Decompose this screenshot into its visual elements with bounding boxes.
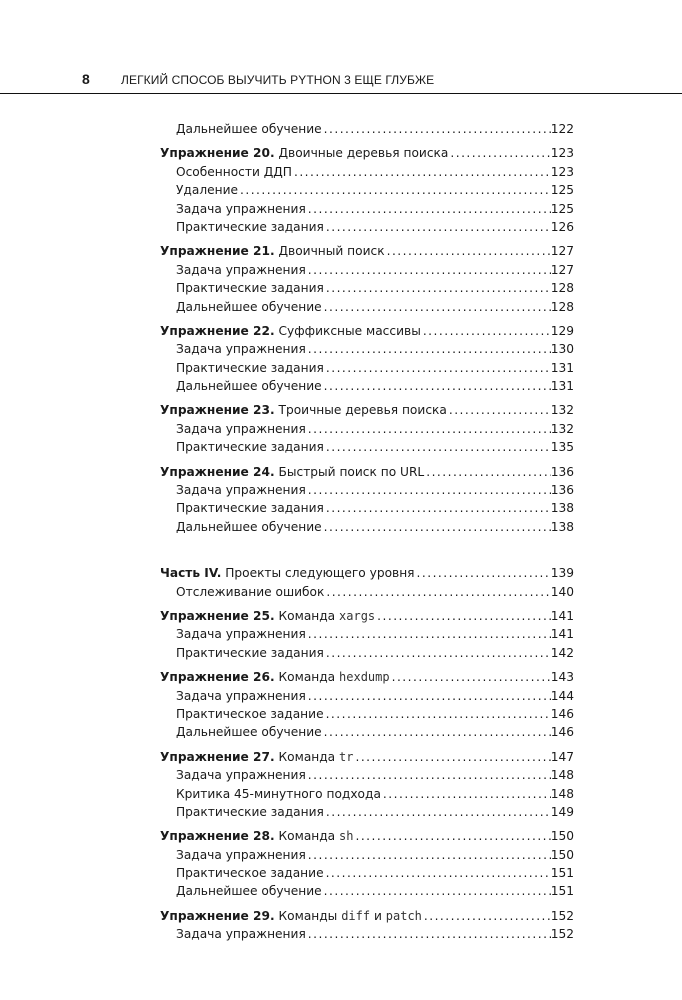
entry-title bbox=[176, 687, 306, 705]
entry-title-text: Критика 45-минутного подхода bbox=[176, 786, 381, 801]
dot-leader bbox=[322, 120, 551, 138]
header-rule bbox=[0, 93, 682, 94]
entry-page-number: 152 bbox=[550, 927, 574, 942]
entry-title bbox=[176, 359, 324, 377]
dot-leader bbox=[306, 420, 551, 438]
entry-title-text: Дальнейшее обучение bbox=[176, 725, 322, 740]
toc-entry bbox=[160, 564, 574, 582]
entry-page-number: 136 bbox=[550, 464, 574, 479]
entry-title-text: Дальнейшее обучение bbox=[176, 884, 322, 899]
entry-page-number: 152 bbox=[550, 908, 574, 923]
toc-entry bbox=[160, 907, 574, 925]
entry-title bbox=[176, 420, 306, 438]
entry-title-text: Задача упражнения bbox=[176, 262, 306, 277]
toc-group bbox=[160, 144, 574, 236]
dot-leader bbox=[306, 261, 551, 279]
entry-title-text: Команды bbox=[278, 908, 338, 923]
dot-leader bbox=[324, 218, 551, 236]
toc-subentry bbox=[160, 340, 574, 358]
dot-leader bbox=[447, 401, 551, 419]
entry-title-text: Практические задания bbox=[176, 360, 324, 375]
entry-title bbox=[176, 163, 292, 181]
entry-page-number: 151 bbox=[550, 884, 574, 899]
entry-title bbox=[176, 340, 306, 358]
dot-leader bbox=[322, 377, 551, 395]
dot-leader bbox=[324, 438, 551, 456]
entry-title-text: Практическое задание bbox=[176, 706, 324, 721]
entry-title-text: Команда bbox=[278, 608, 336, 623]
dot-leader bbox=[424, 463, 551, 481]
entry-title-text: Практические задания bbox=[176, 281, 324, 296]
entry-page-number: 139 bbox=[550, 566, 574, 581]
entry-page-number: 136 bbox=[550, 483, 574, 498]
toc-subentry bbox=[160, 499, 574, 517]
entry-title-text: Практическое задание bbox=[176, 866, 324, 881]
dot-leader bbox=[385, 242, 551, 260]
toc-group bbox=[160, 463, 574, 537]
entry-title-text: Практические задания bbox=[176, 804, 324, 819]
entry-title-text: Задача упражнения bbox=[176, 927, 306, 942]
entry-page-number: 151 bbox=[550, 866, 574, 881]
entry-page-number: 138 bbox=[550, 519, 574, 534]
toc-subentry bbox=[160, 481, 574, 499]
entry-label: Упражнение 23. bbox=[160, 403, 275, 418]
toc-subentry bbox=[160, 785, 574, 803]
toc-group bbox=[160, 907, 574, 944]
entry-page-number: 144 bbox=[550, 688, 574, 703]
entry-label: Упражнение 26. bbox=[160, 670, 275, 685]
entry-command: sh bbox=[339, 829, 354, 844]
entry-page-number: 135 bbox=[550, 440, 574, 455]
dot-leader bbox=[322, 723, 551, 741]
entry-title-text: Задача упражнения bbox=[176, 847, 306, 862]
toc-group bbox=[160, 120, 574, 138]
dot-leader bbox=[324, 644, 551, 662]
toc-group bbox=[160, 401, 574, 456]
toc-subentry bbox=[160, 163, 574, 181]
dot-leader bbox=[322, 882, 551, 900]
entry-title-text: Двоичный поиск bbox=[278, 244, 385, 259]
toc-subentry bbox=[160, 705, 574, 723]
entry-title bbox=[176, 499, 324, 517]
dot-leader bbox=[292, 163, 551, 181]
entry-page-number: 131 bbox=[550, 360, 574, 375]
dot-leader bbox=[390, 668, 551, 686]
entry-title-text: Дальнейшее обучение bbox=[176, 379, 322, 394]
entry-page-number: 148 bbox=[550, 768, 574, 783]
entry-page-number: 132 bbox=[550, 421, 574, 436]
toc-group bbox=[160, 322, 574, 396]
toc-group bbox=[160, 748, 574, 822]
entry-page-number: 122 bbox=[550, 122, 574, 136]
dot-leader bbox=[324, 583, 550, 601]
entry-page-number: 131 bbox=[550, 379, 574, 394]
entry-title bbox=[176, 925, 306, 943]
dot-leader bbox=[238, 181, 551, 199]
entry-title bbox=[176, 261, 306, 279]
entry-title-text: Быстрый поиск по URL bbox=[278, 464, 425, 479]
entry-page-number: 126 bbox=[550, 219, 574, 234]
entry-page-number: 123 bbox=[550, 146, 574, 161]
entry-page-number: 141 bbox=[550, 608, 574, 623]
entry-title bbox=[176, 785, 381, 803]
toc-subentry bbox=[160, 261, 574, 279]
toc-subentry bbox=[160, 218, 574, 236]
entry-label: Упражнение 25. bbox=[160, 608, 275, 623]
toc-entry bbox=[160, 322, 574, 340]
toc-subentry bbox=[160, 438, 574, 456]
entry-label: Часть IV. bbox=[160, 566, 222, 581]
entry-title-text: Команда bbox=[278, 670, 336, 685]
toc-subentry bbox=[160, 925, 574, 943]
toc-subentry bbox=[160, 377, 574, 395]
entry-title-text: Задача упражнения bbox=[176, 201, 306, 216]
entry-title bbox=[176, 723, 322, 741]
toc-group bbox=[160, 668, 574, 742]
toc-entry bbox=[160, 607, 574, 625]
dot-leader bbox=[324, 359, 551, 377]
entry-title bbox=[176, 181, 238, 199]
entry-title bbox=[176, 298, 322, 316]
entry-title-text: Дальнейшее обучение bbox=[176, 519, 322, 534]
toc-entry bbox=[160, 242, 574, 260]
entry-page-number: 142 bbox=[550, 645, 574, 660]
toc-subentry bbox=[160, 803, 574, 821]
dot-leader bbox=[324, 705, 551, 723]
dot-leader bbox=[306, 340, 551, 358]
entry-command: xargs bbox=[339, 608, 376, 623]
entry-page-number: 128 bbox=[550, 299, 574, 314]
toc-group bbox=[160, 242, 574, 316]
dot-leader bbox=[324, 279, 551, 297]
entry-page-number: 138 bbox=[550, 501, 574, 516]
dot-leader bbox=[448, 144, 550, 162]
entry-command: tr bbox=[339, 749, 354, 764]
entry-label: Упражнение 27. bbox=[160, 749, 275, 764]
entry-title bbox=[176, 846, 306, 864]
entry-title-text: Двоичные деревья поиска bbox=[278, 146, 449, 161]
dot-leader bbox=[306, 625, 551, 643]
entry-title bbox=[160, 401, 447, 419]
entry-title-text: Практические задания bbox=[176, 501, 324, 516]
toc-subentry bbox=[160, 864, 574, 882]
toc-subentry bbox=[160, 882, 574, 900]
entry-title bbox=[176, 644, 324, 662]
toc-subentry bbox=[160, 200, 574, 218]
entry-page-number: 140 bbox=[550, 584, 574, 599]
entry-page-number: 148 bbox=[550, 786, 574, 801]
entry-title-text: Задача упражнения bbox=[176, 688, 306, 703]
entry-title-text: Особенности ДДП bbox=[176, 164, 292, 179]
entry-command: diff bbox=[341, 908, 371, 923]
toc-subentry bbox=[160, 846, 574, 864]
dot-leader bbox=[306, 766, 551, 784]
entry-title bbox=[160, 907, 422, 925]
dot-leader bbox=[324, 803, 551, 821]
entry-title-text: Суффиксные массивы bbox=[278, 323, 421, 338]
entry-label: Упражнение 29. bbox=[160, 908, 275, 923]
entry-label: Упражнение 28. bbox=[160, 829, 275, 844]
entry-title bbox=[160, 144, 448, 162]
entry-title-text: Троичные деревья поиска bbox=[278, 403, 447, 418]
entry-title bbox=[176, 518, 322, 536]
dot-leader bbox=[415, 564, 551, 582]
toc-subentry bbox=[160, 359, 574, 377]
entry-title bbox=[176, 803, 324, 821]
entry-title bbox=[160, 827, 353, 845]
toc-subentry bbox=[160, 279, 574, 297]
table-of-contents bbox=[160, 120, 574, 950]
entry-title bbox=[176, 120, 322, 138]
entry-title bbox=[176, 864, 324, 882]
toc-entry bbox=[160, 401, 574, 419]
entry-title-text: Задача упражнения bbox=[176, 421, 306, 436]
entry-title-text: Удаление bbox=[176, 183, 238, 198]
dot-leader bbox=[353, 827, 550, 845]
entry-page-number: 146 bbox=[550, 706, 574, 721]
entry-label: Упражнение 20. bbox=[160, 146, 275, 161]
entry-title bbox=[176, 625, 306, 643]
entry-page-number: 150 bbox=[550, 847, 574, 862]
dot-leader bbox=[322, 298, 551, 316]
entry-page-number: 127 bbox=[550, 262, 574, 277]
entry-label: Упражнение 21. bbox=[160, 244, 275, 259]
entry-title bbox=[160, 607, 375, 625]
dot-leader bbox=[381, 785, 551, 803]
toc-subentry bbox=[160, 181, 574, 199]
running-head-title: ЛЕГКИЙ СПОСОБ ВЫУЧИТЬ PYTHON 3 ЕЩЕ ГЛУБЖЕ bbox=[121, 73, 435, 87]
entry-title-text: Задача упражнения bbox=[176, 627, 306, 642]
running-head bbox=[0, 0, 682, 100]
entry-title bbox=[176, 218, 324, 236]
toc-entry bbox=[160, 463, 574, 481]
entry-title bbox=[160, 242, 385, 260]
dot-leader bbox=[324, 499, 551, 517]
entry-title bbox=[176, 583, 324, 601]
entry-title bbox=[176, 200, 306, 218]
entry-title-text: Задача упражнения bbox=[176, 342, 306, 357]
toc-subentry bbox=[160, 518, 574, 536]
entry-title bbox=[176, 766, 306, 784]
dot-leader bbox=[306, 200, 551, 218]
entry-page-number: 147 bbox=[550, 749, 574, 764]
entry-title bbox=[176, 481, 306, 499]
entry-label: Упражнение 22. bbox=[160, 323, 275, 338]
entry-page-number: 150 bbox=[550, 829, 574, 844]
entry-page-number: 125 bbox=[550, 201, 574, 216]
dot-leader bbox=[421, 322, 551, 340]
entry-page-number: 132 bbox=[550, 403, 574, 418]
entry-title bbox=[160, 322, 421, 340]
toc-subentry bbox=[160, 625, 574, 643]
toc-group bbox=[160, 564, 574, 601]
dot-leader bbox=[306, 846, 551, 864]
toc-subentry bbox=[160, 120, 574, 138]
dot-leader bbox=[375, 607, 551, 625]
entry-page-number: 141 bbox=[550, 627, 574, 642]
toc-subentry bbox=[160, 723, 574, 741]
entry-page-number: 129 bbox=[550, 323, 574, 338]
toc-entry bbox=[160, 144, 574, 162]
entry-command: hexdump bbox=[339, 670, 390, 685]
toc-group bbox=[160, 827, 574, 901]
entry-command: patch bbox=[385, 908, 422, 923]
entry-title bbox=[176, 882, 322, 900]
entry-title bbox=[160, 463, 424, 481]
entry-title-text: Задача упражнения bbox=[176, 483, 306, 498]
entry-page-number: 130 bbox=[550, 342, 574, 357]
entry-title-text: Команда bbox=[278, 829, 336, 844]
toc-entry bbox=[160, 827, 574, 845]
dot-leader bbox=[422, 907, 551, 925]
dot-leader bbox=[306, 687, 551, 705]
dot-leader bbox=[324, 864, 551, 882]
entry-page-number: 146 bbox=[550, 725, 574, 740]
entry-title bbox=[176, 705, 324, 723]
entry-title-text: Дальнейшее обучение bbox=[176, 122, 322, 136]
entry-page-number: 123 bbox=[550, 164, 574, 179]
entry-title bbox=[160, 748, 353, 766]
dot-leader bbox=[353, 748, 550, 766]
dot-leader bbox=[322, 518, 551, 536]
toc-entry bbox=[160, 748, 574, 766]
dot-leader bbox=[306, 925, 551, 943]
toc-subentry bbox=[160, 420, 574, 438]
toc-subentry bbox=[160, 583, 574, 601]
entry-title-text: Практические задания bbox=[176, 645, 324, 660]
entry-title-text: Дальнейшее обучение bbox=[176, 299, 322, 314]
toc-entry bbox=[160, 668, 574, 686]
entry-label: Упражнение 24. bbox=[160, 464, 275, 479]
entry-title bbox=[176, 279, 324, 297]
entry-title-text: Команда bbox=[278, 749, 336, 764]
entry-title bbox=[160, 564, 415, 582]
toc-subentry bbox=[160, 687, 574, 705]
dot-leader bbox=[306, 481, 551, 499]
entry-title bbox=[160, 668, 390, 686]
entry-title-text: Проекты следующего уровня bbox=[225, 566, 415, 581]
toc-subentry bbox=[160, 298, 574, 316]
entry-title-text: Практические задания bbox=[176, 440, 324, 455]
toc-subentry bbox=[160, 644, 574, 662]
entry-title-text: Отслеживание ошибок bbox=[176, 584, 325, 599]
entry-title-text: Задача упражнения bbox=[176, 768, 306, 783]
toc-group bbox=[160, 607, 574, 662]
entry-joiner: и bbox=[373, 908, 382, 923]
entry-title-text: Практические задания bbox=[176, 219, 324, 234]
entry-page-number: 143 bbox=[550, 670, 574, 685]
toc-subentry bbox=[160, 766, 574, 784]
entry-page-number: 125 bbox=[550, 183, 574, 198]
entry-page-number: 127 bbox=[550, 244, 574, 259]
page-number: 8 bbox=[82, 71, 90, 87]
entry-title bbox=[176, 377, 322, 395]
entry-page-number: 128 bbox=[550, 281, 574, 296]
entry-page-number: 149 bbox=[550, 804, 574, 819]
entry-title bbox=[176, 438, 324, 456]
